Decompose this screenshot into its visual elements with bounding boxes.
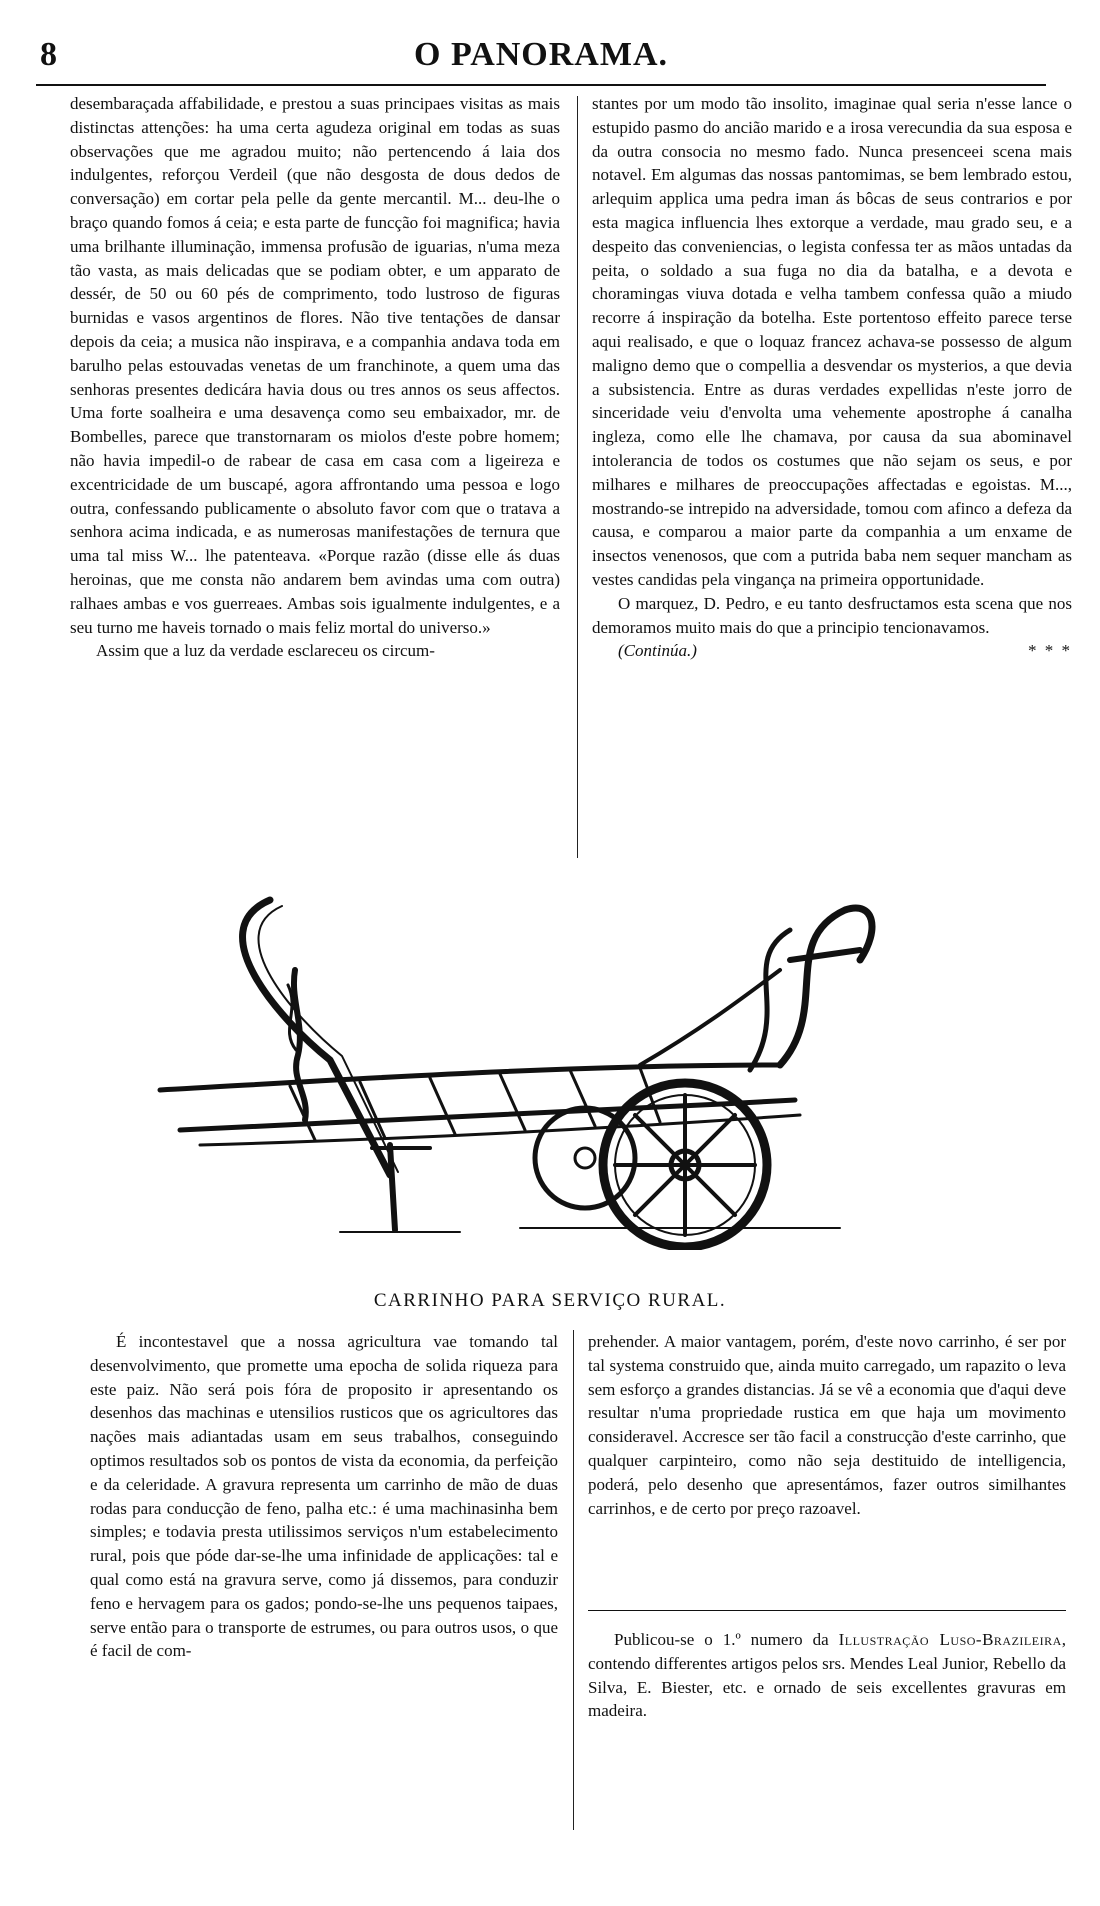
article1-left-column — [70, 92, 560, 663]
article2-right-paragraph: prehender. A maior vantagem, porém, d'este novo carrinho, é ser por tal systema construido que, ainda muito carregado, um rapazito o leva sem esforço a grandes distancias. Já se vê a economia que d'aqui deve resultar n'uma propriedade rustica em que haja um movimento consideravel. Accresce ser tão facil a construcção d'este carrinho, que qualquer carpinteiro, como não seja destituido de intelligencia, poderá, pelo desenho que apresentámos, fazer outros similhantes carrinhos, e de certo por preço razoavel. — [588, 1332, 1066, 1518]
article1-right-paragraph-2: O marquez, D. Pedro, e eu tanto desfructamos esta scena que nos demoramos muito mais do que a principio tencionavamos. — [592, 593, 1072, 637]
column-divider-top — [577, 96, 578, 858]
page-number: 8 — [40, 36, 57, 73]
column-divider-bottom — [573, 1330, 574, 1830]
section-end-mark: * * * — [1028, 641, 1072, 661]
notice-rule — [588, 1610, 1066, 1611]
article2-left-paragraph: É incontestavel que a nossa agricultura vae tomando tal desenvolvimento, que promette uma epocha de solida riqueza para este paiz. Não será pois fóra de proposito ir apresentando os desenhos das machinas e utensilios rusticos que os agricultores das nações mais adiantadas usam em seus trabalhos, conseguindo optimos resultados sob os pontos de vista da economia, da perfeição e da celeridade. A gravura representa um carrinho de mão de duas rodas para conducção de feno, palha etc.: é uma machinasinha bem simples; e todavia presta utilissimos serviços n'um estabelecimento rural, pois que póde dar-se-lhe uma infinidade de applicações: tal e qual como está na gravura serve, como já dissemos, para conduzir feno e hervagem para os gados; pondo-se-lhe uns pequenos taipaes, serve então para o transporte de estrumes, ou para outros usos, o que é facil de com- — [90, 1332, 558, 1661]
continued-label: (Continúa.) — [618, 641, 697, 661]
header-rule — [36, 84, 1046, 86]
notice-text-after: , contendo differentes artigos pelos srs. Mendes Leal Junior, Rebello da Silva, E. Biester, etc. e ornado de seis excellentes gravuras em madeira. — [588, 1630, 1066, 1721]
page-header — [36, 36, 1046, 82]
article2-title: CARRINHO PARA SERVIÇO RURAL. — [373, 1290, 727, 1311]
rural-cart-engraving-icon — [140, 890, 960, 1250]
notice-block — [588, 1628, 1066, 1723]
notice-publication-name: Illustração Luso-Brazileira — [838, 1630, 1062, 1649]
article2-right-column — [588, 1330, 1066, 1520]
article1-right-column — [592, 92, 1072, 663]
notice-paragraph — [588, 1628, 1066, 1723]
journal-title: O PANORAMA. — [414, 36, 668, 73]
article1-left-paragraph-2: Assim que a luz da verdade esclareceu os circum- — [96, 641, 435, 661]
article1-right-paragraph-1: stantes por um modo tão insolito, imaginae qual seria n'esse lance o estupido pasmo do ancião marido e a irosa verecundia da sua esposa e da outra consocia no mesmo fado. Nunca presenceei scena mais notavel. Em algumas das nossas pantomimas, se bem lembrado estou, arlequim applica uma pedra iman ás bôcas de seus contrarios e por esta magica influencia lhes extorque a verdade, mau grado seu, e a despeito das conveniencias, o legista confessa ter as mãos untadas da peita, o soldado a sua fuga no dia da batalha, e a devota e choramingas viuva dotada e velha tambem confessa quão a miudo recorre á inspiração da botelha. Este portentoso effeito parece terse aqui realisado, e que o loquaz francez achava-se possesso de algum maligno demo que o compellia a desvendar os mysterios, a que devia a subsistencia. Entre as duras verdades expellidas n'este jorro de sinceridade veiu d'envolta uma vehemente apostrophe á canalha ingleza, como elle lhe chamava, por causa da sua abominavel intolerancia de todos os costumes que não sejam os seus, e por milhares e milhares de preoccupações affectadas e egoistas. M..., mostrando-se intrepido na adversidade, tomou com afinco a defeza da causa, e comparou a maior parte da companhia a um enxame de insectos venenosos, que com a putrida baba nem sequer mancham as vestes candidas pela vingança na primeira opportunidade. — [592, 94, 1072, 589]
article2-left-column — [90, 1330, 558, 1663]
article1-left-paragraph-1: desembaraçada affabilidade, e prestou a suas principaes visitas as mais distinctas attenções: ha uma certa agudeza original em todas as suas observações que me agradou muito; não pertencendo á laia dos indulgentes, reforçou Verdeil (que não desgosta de dous dedos de conversação) em cortar pela pelle da gente mercantil. M... deu-lhe o braço quando fomos á ceia; e esta parte de funcção foi magnifica; havia uma brilhante illuminação, immensa profusão de iguarias, n'uma meza tão vasta, as mais delicadas que se podiam obter, e um apparato de dessér, de 50 ou 60 pés de comprimento, todo lustroso de figuras burnidas e vasos argentinos de flores. Não tive tentações de dansar depois da ceia; a musica não inspirava, e a companhia andava toda em barulho pelas estouvadas venetas de um franchinote, a quem uma das senhoras presentes dedicára havia dous ou tres annos os seus affectos. Uma forte soalheira e uma desavença como seu embaixador, mr. de Bombelles, parece que transtornaram os miolos d'este pobre homem; não havia impedil-o de rabear de casa em casa com a ligeireza e excentricidade de um buscapé, agora affrontando uma pessoa e logo outra, confessando publicamente o absoluto favor com que o tratava a senhora acima indicada, e as numerosas manifestações de ternura que uma tal miss W... lhe patenteava. «Porque razão (disse elle ás duas heroinas, que me consta não andarem bem avindas uma com outra) ralhaes ambas e vos guerreaes. Ambas sois igualmente indulgentes, e a seu turno me haveis tornado o mais feliz mortal do universo.» — [70, 94, 560, 637]
notice-text-before: Publicou-se o 1.º numero da — [614, 1630, 839, 1649]
article1-continued-line — [592, 639, 1072, 663]
